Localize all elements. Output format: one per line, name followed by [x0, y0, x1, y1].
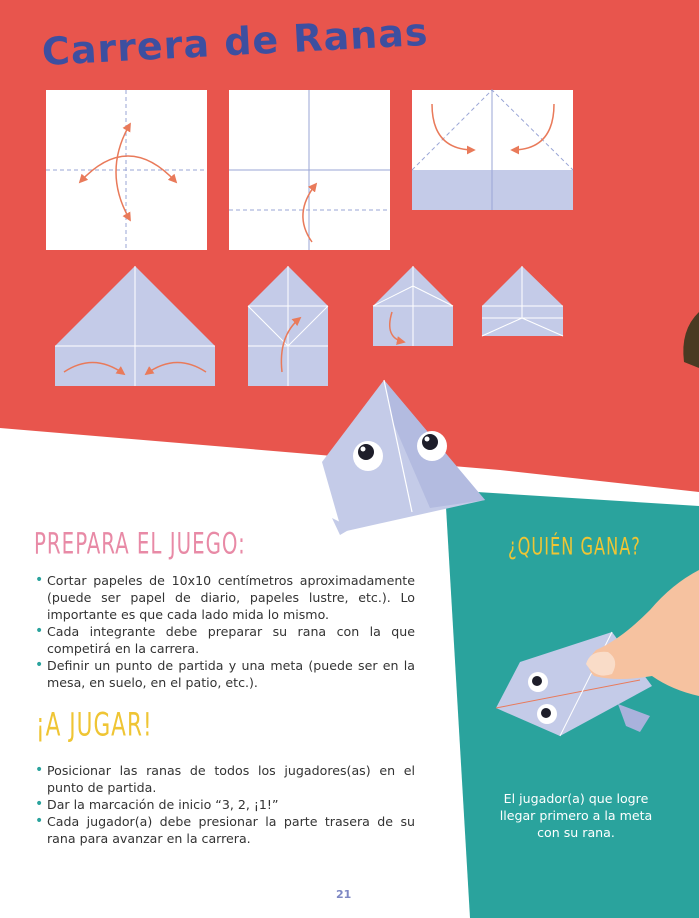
list-item: • Posicionar las ranas de todos los jugadores(as) en el punto de partida.: [35, 762, 415, 796]
list-item: • Cada integrante debe preparar su rana con la que competirá en la carrera.: [35, 623, 415, 657]
play-list: [35, 762, 415, 847]
prepare-list: [35, 572, 415, 691]
list-item: • Cortar papeles de 10x10 centímetros aproximadamente (puede ser papel de diario, papeles lustre, etc.). Lo importante es que cada lado mida lo mismo.: [35, 572, 415, 623]
winner-heading: ¿QUIÉN GANA?: [508, 533, 641, 562]
list-item: • Dar la marcación de inicio “3, 2, ¡1!”: [35, 796, 415, 813]
list-item: • Cada jugador(a) debe presionar la parte trasera de su rana para avanzar en la carrera.: [35, 813, 415, 847]
winner-text: El jugador(a) que logre llegar primero a la meta con su rana.: [499, 791, 653, 840]
play-heading: ¡A JUGAR!: [36, 706, 153, 744]
page-number: 21: [336, 888, 352, 901]
page-title: Carrera de Ranas: [40, 9, 430, 74]
prepare-heading: PREPARA EL JUEGO:: [34, 528, 246, 562]
list-item: • Definir un punto de partida y una meta (puede ser en la mesa, en suelo, en el patio, etc.).: [35, 657, 415, 691]
